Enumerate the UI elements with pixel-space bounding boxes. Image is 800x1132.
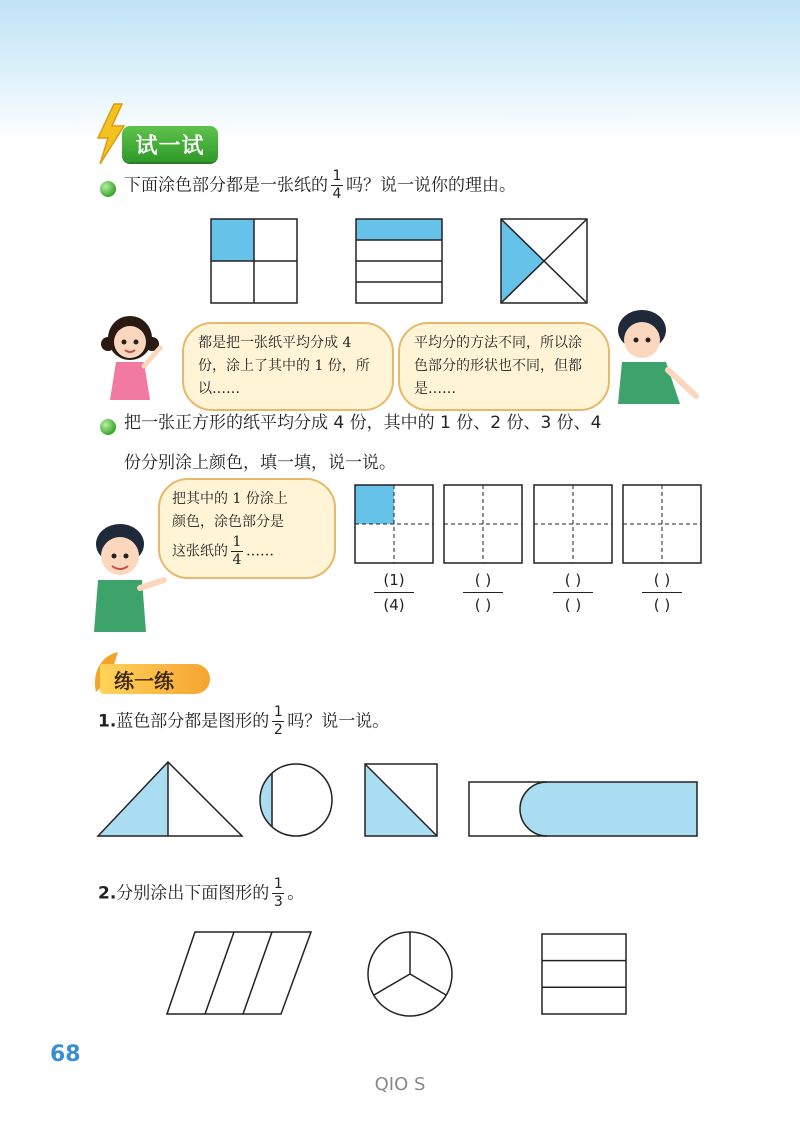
practice-1-text: 1.蓝色部分都是图形的 $\frac{1}{2}$ 吗？说一说。 [98, 704, 390, 738]
question-2-line-2: 份分别涂上颜色，填一填，说一说。 [124, 453, 396, 473]
rectangle-thirds-figure[interactable] [540, 932, 628, 1016]
bullet-icon [100, 181, 116, 197]
half-circle-figure [258, 762, 334, 838]
section-title-try: 试一试 [122, 126, 218, 162]
page-number: 68 [50, 1042, 81, 1067]
speech-bubble-girl: 都是把一张纸平均分成 4 份，涂上了其中的 1 份，所以…… [182, 322, 394, 411]
bullet-icon [100, 419, 116, 435]
practice-2-text: 2.分别涂出下面图形的 $\frac{1}{3}$ 。 [98, 876, 305, 910]
answer-fraction-4[interactable]: ( ) ( ) [637, 570, 687, 615]
question-1-text: 下面涂色部分都是一张纸的 $\frac{1}{4}$ 吗？说一说你的理由。 [124, 168, 516, 202]
boy-character-illustration [600, 304, 700, 414]
question-2-line-1: 把一张正方形的纸平均分成 4 份，其中的 1 份、2 份、3 份、4 [124, 413, 602, 433]
boy-character-illustration-2 [80, 520, 170, 640]
fraction-one-quarter: $\frac{1}{4}$ [332, 168, 342, 202]
quarter-square-3 [533, 484, 613, 564]
answer-fraction-3[interactable]: ( ) ( ) [548, 570, 598, 615]
quarter-square-1 [354, 484, 434, 564]
parallelogram-thirds-figure[interactable] [165, 930, 313, 1016]
answer-fraction-1[interactable]: (1) (4) [369, 570, 419, 615]
answer-fraction-2[interactable]: ( ) ( ) [458, 570, 508, 615]
quarter-square-2 [443, 484, 523, 564]
fraction-one-third: $\frac{1}{3}$ [273, 876, 283, 910]
circle-thirds-figure[interactable] [366, 930, 454, 1018]
quarter-square-4 [622, 484, 702, 564]
speech-bubble-boy-2: 把其中的 1 份涂上 颜色，涂色部分是 这张纸的 $\frac{1}{4}$ …… [158, 478, 336, 579]
watermark: QIO S [374, 1074, 426, 1095]
girl-character-illustration [94, 310, 174, 410]
half-triangle-figure [96, 760, 244, 838]
half-rectangle-figure [467, 780, 699, 838]
half-square-figure [363, 762, 439, 838]
square-quarters-figure [210, 218, 298, 304]
square-strips-figure [355, 218, 443, 304]
speech-bubble-boy: 平均分的方法不同，所以涂色部分的形状也不同，但都是…… [398, 322, 610, 411]
section-title-practice: 练一练 [100, 664, 210, 694]
square-diagonal-figure [500, 218, 588, 304]
fraction-one-half: $\frac{1}{2}$ [273, 704, 283, 738]
